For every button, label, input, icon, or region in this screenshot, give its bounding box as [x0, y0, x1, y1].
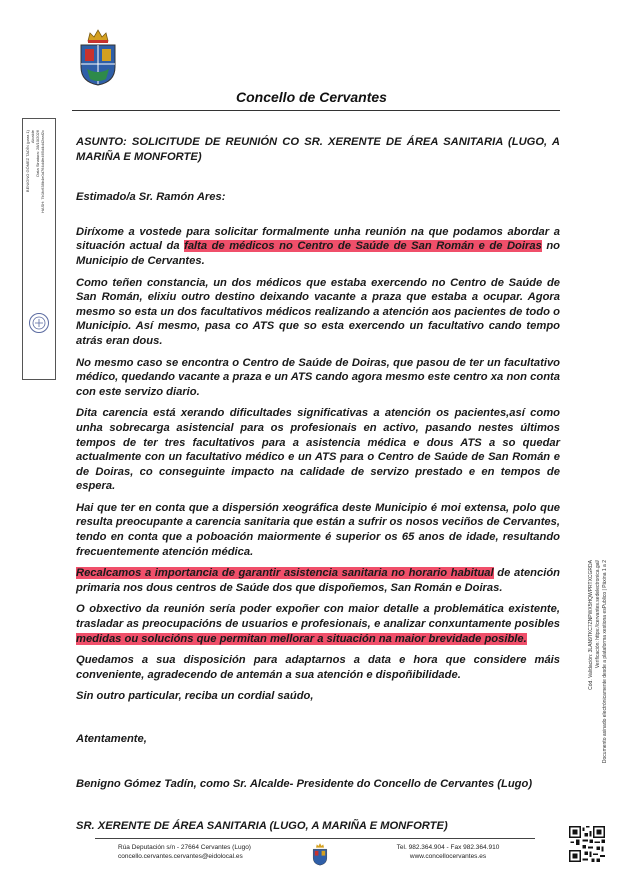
footer-divider — [95, 838, 535, 839]
footer-crest-logo — [312, 842, 328, 866]
paragraph-objective: O obxectivo da reunión sería poder expoñer con maior detalle a problemática existente, trasladar as preocupacións de usuarios e profesionais, e analizar conxuntamente posibles medidas ou solucións que permitan mellorar a situación na maior brevidade posible. — [76, 603, 560, 645]
letter-greeting: Estimado/a Sr. Ramón Ares: — [76, 191, 226, 204]
footer-web[interactable]: www.concellocervantes.es — [409, 853, 487, 860]
verification-line: Verificación: https://cervantes.sedelectronica.gal/ — [595, 560, 601, 669]
qr-code-icon — [569, 826, 605, 862]
signature-stamp-text — [26, 130, 50, 330]
signature-stamp-line: HASH: 7b1fc638b4e0d764d4fe465d4d42eaf2c — [40, 130, 45, 213]
verification-side-text — [586, 560, 626, 828]
letter-recipient: SR. XERENTE DE ÁREA SANITARIA (LUGO, A MARIÑA E MONFORTE) — [76, 820, 448, 833]
verification-line: Documento asinado electrónicamente desde a plataforma xestiona esPublico | Páxina 1 a 2 — [602, 560, 608, 764]
letter-signer: Benigno Gómez Tadín, como Sr. Alcalde- Presidente do Concello de Cervantes (Lugo) — [76, 777, 533, 790]
paragraph-request: Diríxome a vostede para solicitar formalmente unha reunión na que podamos abordar a situación actual da falta de médicos no Centro de Saúde de San Román e de Doiras no Municipio de Cervantes. — [76, 225, 561, 267]
signature-stamp-line: Alcalde — [30, 130, 35, 144]
municipal-crest-logo — [78, 27, 118, 87]
letter-closing: Atentamente, — [76, 733, 147, 745]
paragraph-importance: Recalcamos a importancia de garantir asistencia sanitaria no horario habitual de atención primaria nos dous centros de Saúde dos que dispoñemos, San Román e Doiras. — [76, 567, 560, 594]
highlighted-text: medidas ou solucións que permitan mellorar a situación na maior brevidade posible. — [76, 632, 527, 645]
paragraph-san-roman: Como teñen constancia, un dos médicos que estaba exercendo no Centro de Saúde de San Román, elixiu outro destino deixando vacante a praza que estaba a ocupar. Agora mesmo so esta un dos facultativos médicos realizando a atención aos pacientes de todo o Municipio. Así mesmo, pasa co ATS que so esta exercendo un facultativo cando tempo atrás eran dous. — [76, 276, 560, 347]
highlighted-text: Recalcamos a importancia de garantir asistencia sanitaria no horario habitual — [76, 567, 494, 580]
footer-contact-right — [368, 843, 528, 861]
signature-seal-icon — [28, 312, 50, 334]
paragraph-difficulties: Dita carencia está xerando dificultades significativas a atención os pacientes,así como unha sobrecarga asistencial para os profesionais en activo, pasando nestes últimos tempos de ter tres facultativos para a asistencia médica e dous ATS a so quedar actualmente con un facultativo médico e un ATS para o Centro de Saúde de San Román e de Doiras, co conseguinte impacto na calidade de servizo prestado e en tempos de espera. — [76, 407, 560, 493]
footer-phone: Tel. 982.364.904 - Fax 982.364.910 — [396, 844, 500, 851]
signature-stamp-line: Data Sinatura: 28/10/2026 — [35, 130, 40, 177]
paragraph-farewell: Sin outro particular, reciba un cordial saúdo, — [76, 690, 314, 703]
highlighted-text: falta de médicos no Centro de Saúde de San Román e de Doiras — [184, 240, 542, 253]
paragraph-dispersion: Hai que ter en conta que a dispersión xeográfica deste Municipio é moi extensa, polo que resulta preocupante a carencia sanitaria que están a sufrir os nosos veciños de Cervantes, tendo en conta que a poboación maiormente é superior os 65 anos de idade, resultando frecuentemente atención médica. — [76, 501, 560, 558]
paragraph-availability: Quedamos a sua disposición para adaptarnos a data e hora que considere máis conveniente, agradecendo de antemán a sua atención e dispoñibilidade. — [76, 654, 560, 681]
paragraph-doiras: No mesmo caso se encontra o Centro de Saúde de Doiras, que pasou de ter un facultativo médico, quedando vacante a praza e un ATS cando agora mesmo este centro xa non conta con este servizo diario. — [76, 356, 560, 398]
header-divider — [72, 110, 560, 111]
signature-stamp-line: BENIGNO GÓMEZ TADÍN (para 1) — [25, 130, 30, 193]
organization-name: Concello de Cervantes — [236, 89, 387, 105]
footer-contact-left — [118, 843, 298, 861]
verification-line: Cód. Validación: 3LAN9TKC7ZNPWX5HQWPRTXCGRDA — [588, 560, 594, 690]
footer-address: Rúa Deputación s/n - 27664 Cervantes (Lugo) — [118, 844, 251, 851]
letter-body — [76, 135, 560, 841]
letter-subject: ASUNTO: SOLICITUDE DE REUNIÓN CO SR. XERENTE DE ÁREA SANITARIA (LUGO, A MARIÑA E MONFORTE) — [76, 136, 560, 163]
footer-email[interactable]: concello.cervantes.cervantes@eidolocal.es — [118, 853, 243, 860]
